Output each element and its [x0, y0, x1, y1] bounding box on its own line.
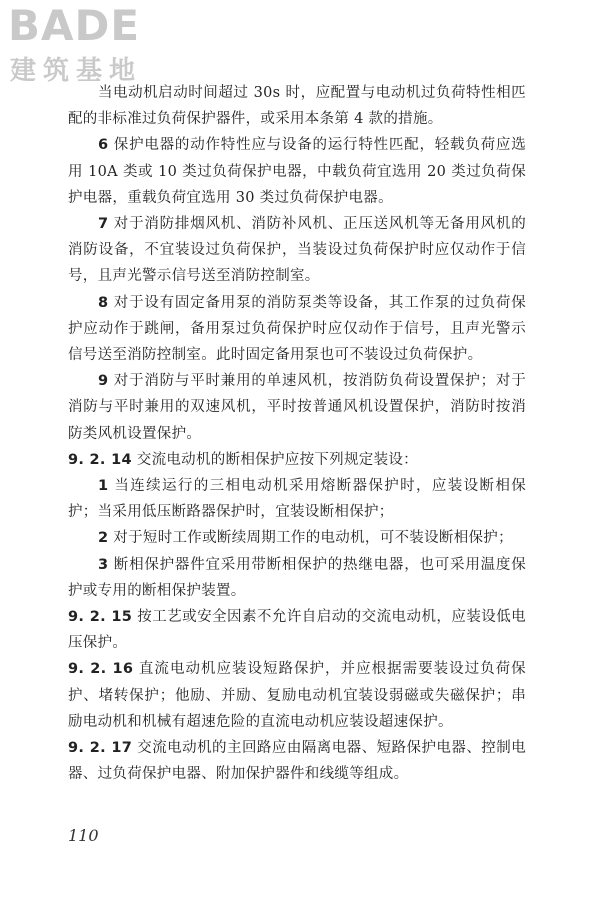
- clause-number: 9. 2. 16: [68, 661, 134, 678]
- paragraph-text: 交流电动机的断相保护应按下列规定装设：: [131, 451, 418, 468]
- clause-heading-paragraph: [68, 447, 526, 473]
- watermark-subtitle-text: 建筑基地: [10, 56, 143, 86]
- paragraph-text: 交流电动机的主回路应由隔离电器、短路保护电器、控制电器、过负荷保护电器、附加保护器件和线缆等组成。: [68, 740, 526, 783]
- clause-number: 9. 2. 14: [68, 451, 132, 468]
- clause-number: 3: [98, 556, 109, 573]
- clause-number: 9. 2. 15: [68, 609, 133, 626]
- paragraph-text: 按工艺或安全因素不允许自启动的交流电动机，应装设低电压保护。: [68, 609, 526, 652]
- paragraph-text: 对于消防与平时兼用的单速风机，按消防负荷设置保护；对于消防与平时兼用的双速风机，平时按普通风机设置保护，消防时按消防类风机设置保护。: [68, 373, 526, 442]
- clause-number: 6: [98, 137, 109, 154]
- paragraph-text: 对于设有固定备用泵的消防泵类等设备，其工作泵的过负荷保护应动作于跳闸，备用泵过负荷保护时应仅动作于信号，且声光警示信号送至消防控制室。此时固定备用泵也可不装设过负荷保护。: [68, 294, 526, 364]
- paragraph-text: 当连续运行的三相电动机采用熔断器保护时，应装设断相保护；当采用低压断路器保护时，宜装设断相保护；: [68, 478, 526, 521]
- paragraph-text: 直流电动机应装设短路保护，并应根据需要装设过负荷保护、堵转保护；他励、并励、复励电动机宜装设弱磁或失磁保护；串励电动机和机械有超速危险的直流电动机应装设超速保护。: [68, 661, 526, 730]
- paragraph-text: 断相保护器件宜采用带断相保护的热继电器，也可采用温度保护或专用的断相保护装置。: [68, 556, 526, 599]
- paragraph: [68, 290, 526, 369]
- paragraph-text: 对于短时工作或断续周期工作的电动机，可不装设断相保护；: [108, 530, 513, 547]
- paragraph: [68, 368, 526, 447]
- watermark-brand-text: BADE: [8, 1, 141, 50]
- paragraph: [68, 552, 526, 604]
- paragraph: [68, 473, 526, 525]
- paragraph-text: 对于消防排烟风机、消防补风机、正压送风机等无备用风机的消防设备，不宜装设过负荷保护，当装设过负荷保护时应仅动作于信号，且声光警示信号送至消防控制室。: [68, 216, 526, 285]
- paragraph: [68, 80, 526, 132]
- clause-heading-paragraph: [68, 604, 526, 656]
- paragraph-text: 当电动机启动时间超过 30s 时，应配置与电动机过负荷特性相匹配的非标准过负荷保护器件，或采用本条第 4 款的措施。: [68, 85, 526, 128]
- clause-number: 8: [98, 294, 109, 311]
- paragraph: [68, 132, 526, 211]
- paragraph: [68, 211, 526, 290]
- clause-number: 9: [98, 373, 109, 390]
- paragraph-text: 保护电器的动作特性应与设备的运行特性匹配，轻载负荷应选用 10A 类或 10 类过负荷保护电器，中载负荷宜选用 20 类过负荷保护电器，重载负荷宜选用 30 类过负荷保护电器。: [68, 137, 526, 206]
- clause-heading-paragraph: [68, 656, 526, 735]
- clause-number: 1: [98, 478, 109, 495]
- clause-number: 2: [98, 530, 109, 547]
- clause-heading-paragraph: [68, 735, 526, 787]
- document-body: [68, 80, 526, 787]
- clause-number: 9. 2. 17: [68, 740, 133, 757]
- paragraph: [68, 525, 526, 551]
- page-number: 110: [68, 826, 99, 845]
- clause-number: 7: [98, 216, 109, 233]
